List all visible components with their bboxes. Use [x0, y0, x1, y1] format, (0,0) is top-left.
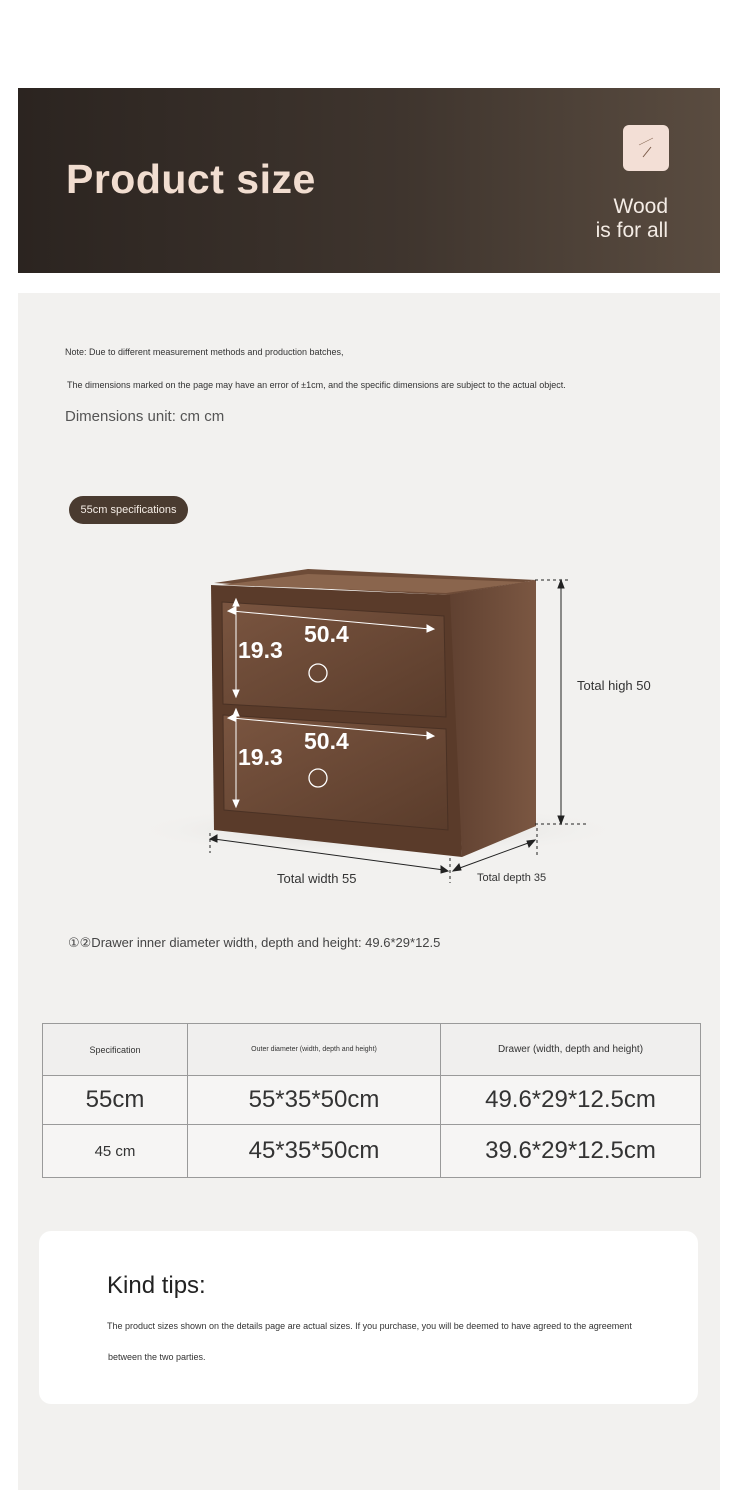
table-row — [43, 1076, 701, 1125]
kind-tips-title: Kind tips: — [107, 1272, 206, 1299]
total-high-label: Total high 50 — [577, 678, 651, 693]
table-header-cell: Drawer (width, depth and height) — [441, 1024, 701, 1076]
table-cell: 55*35*50cm — [188, 1076, 441, 1125]
drawer-1-height-label: 19.3 — [238, 637, 283, 663]
size-table — [42, 1023, 701, 1178]
spec-tag: 55cm specifications — [69, 496, 188, 524]
drawer-2-height-label: 19.3 — [238, 744, 283, 770]
kind-tips-card — [39, 1231, 698, 1404]
table-header-row — [43, 1024, 701, 1076]
table-cell: 39.6*29*12.5cm — [441, 1125, 701, 1178]
dimensions-unit: Dimensions unit: cm cm — [65, 408, 225, 425]
slogan-line-2: is for all — [595, 219, 668, 242]
total-height-dimension-line — [535, 580, 586, 824]
brand-slogan — [596, 195, 668, 243]
drawer-inner-dimensions-note: ①②Drawer inner diameter width, depth and height: 49.6*29*12.5 — [68, 935, 441, 950]
table-cell: 55cm — [43, 1076, 188, 1125]
measurement-note-line-1: Note: Due to different measurement methods and production batches, — [65, 347, 344, 357]
table-row — [43, 1125, 701, 1178]
table-cell: 49.6*29*12.5cm — [441, 1076, 701, 1125]
nightstand-drawing — [18, 293, 720, 913]
brand-logo — [623, 125, 669, 171]
measurement-note-line-2: The dimensions marked on the page may have an error of ±1cm, and the specific dimensions are subject to the actual object. — [67, 380, 566, 390]
kind-tips-line-1: The product sizes shown on the details page are actual sizes. If you purchase, you will be deemed to have agreed to the agreement — [107, 1321, 632, 1331]
slogan-line-1: Wood — [613, 195, 668, 218]
total-depth-label: Total depth 35 — [477, 872, 547, 884]
drawer-1-width-label: 50.4 — [304, 621, 349, 647]
brand-logo-icon — [623, 125, 669, 171]
table-cell: 45 cm — [43, 1125, 188, 1178]
size-panel — [18, 293, 720, 1490]
drawer-2-width-label: 50.4 — [304, 728, 349, 754]
page-title: Product size — [66, 156, 316, 202]
table-header-cell: Outer diameter (width, depth and height) — [188, 1024, 441, 1076]
table-cell: 45*35*50cm — [188, 1125, 441, 1178]
table-header-cell: Specification — [43, 1024, 188, 1076]
kind-tips-line-2: between the two parties. — [108, 1352, 206, 1362]
total-width-label: Total width 55 — [277, 871, 357, 886]
header-banner — [18, 88, 720, 273]
